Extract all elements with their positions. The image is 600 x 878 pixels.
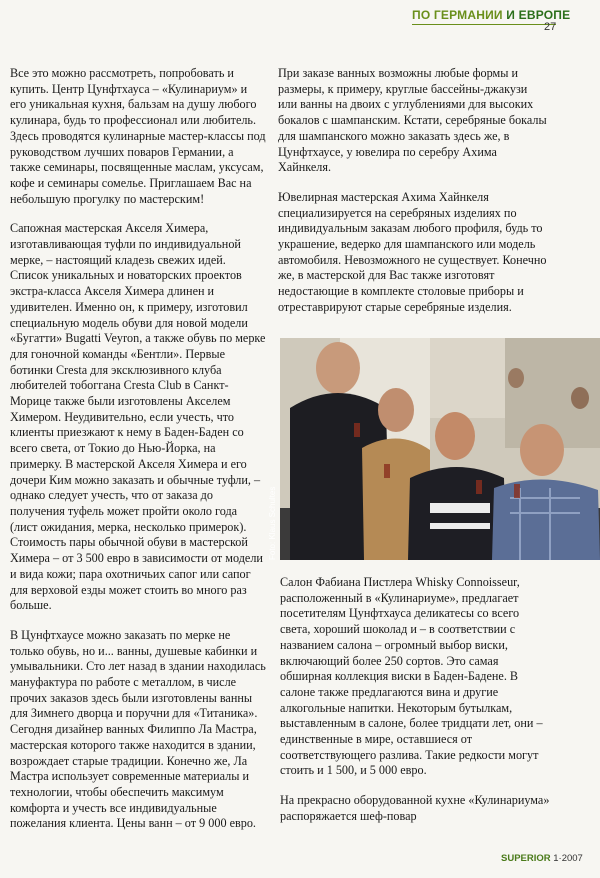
right-column-top xyxy=(278,66,548,330)
right-column-bottom xyxy=(280,575,552,839)
photo-image xyxy=(280,338,600,560)
photo-credit: Foto: Klaus Schultes xyxy=(268,486,277,560)
magazine-name: SUPERIOR xyxy=(501,853,551,864)
paragraph: При заказе ванных возможны любые формы и размеры, к примеру, круглые бассейны-джакузи или ванны на двоих с углублениями для высоких бокалов с шампанским. Кстати, серебряные бокалы для шампанского можно заказать здесь же, в Цунфтхаусе, у ювелира по серебру Ахима Хайнкеля. xyxy=(278,66,547,175)
section-title-connector: И xyxy=(502,8,519,22)
issue-number: 1·2007 xyxy=(550,853,583,864)
page-number: 27 xyxy=(544,21,557,33)
header-rule xyxy=(412,24,556,25)
section-title-germany: ПО ГЕРМАНИИ xyxy=(412,8,503,22)
paragraph: Сапожная мастерская Акселя Химера, изготавливающая туфли по индивидуальной мерке, – настоящий кладезь свежих идей. Список уникальных и новаторских проектов экстра-класса Акселя Химера длинен и удивителен. Именно он, к примеру, изготовил специальную модель обуви для новой модели «Бугатти» Bugatti Veyron, а также обувь по мерке для гоночной команды «Бентли». Первые ботинки Cresta для эксклюзивного клуба любителей тобоггана Cresta Club в Санкт-Морице также были изготовлены Акселем Химером. Неудивительно, если учесть, что клиенты приезжают к нему в Баден-Баден со всего света, от Токио до Нью-Йорка, на примерку. В мастерской Акселя Химера и его дочери Ким можно заказать и обычные туфли, – однако следует учесть, что от заказа до получения туфель может пройти около года (лист ожидания, мерка, несколько примерок). Стоимость пары обычной обуви в мастерской Химера – от 3 500 евро в зависимости от модели и вида кожи; пара охотничьих сапог или сапог для верховой езды может стоить во много раз больше. xyxy=(10,221,266,613)
paragraph: Все это можно рассмотреть, попробовать и купить. Центр Цунфтхауса – «Кулинариум» и его уникальная кухня, бальзам на душу любого кулинара, будь то профессионал или любитель. Здесь проводятся кулинарные мастер-классы под руководством лучших поваров Германии, а также семинары, посвященные маслам, уксусам, кофе и семинары сомелье. Приглашаем Вас на небольшую прогулку по мастерским! xyxy=(10,66,266,206)
paragraph: На прекрасно оборудованной кухне «Кулинариума» распоряжается шеф-повар xyxy=(280,793,550,823)
left-column xyxy=(10,66,266,846)
paragraph: Салон Фабиана Пистлера Whisky Connoisseur, расположенный в «Кулинариуме», предлагает посетителям Цунфтхауса деликатесы со всего света, хороший шоколад и – в соответствии с названием салона – огромный выбор виски, включающий более 250 сортов. Это самая обширная коллекция виски в Баден-Бадене. В салоне также предлагаются вина и другие алкогольные напитки. Некоторым бутылкам, выставленным в салоне, более тридцати лет, они – единственные в мире, оставшиеся от соответствующего разлива. Такие редкости могут стоить и 1 500, и 5 000 евро. xyxy=(280,575,543,778)
footer xyxy=(501,853,583,864)
paragraph: В Цунфтхаусе можно заказать по мерке не только обувь, но и... ванны, душевые кабинки и умывальники. Сто лет назад в здании находилась мануфактура по работе с металлом, в числе прочих заказов здесь были изготовлены ванны для Зимнего дворца и поручни для «Титаника». Сегодня дизайнер ванных Филиппо Ла Мастра, мастерская которого также находится в здании, возрождает старые традиции. Конечно же, Ла Мастра использует современные материалы и технологии, чтобы обеспечить максимум комфорта и учесть все индивидуальные пожелания клиента. Цены ванн – от 9 000 евро. xyxy=(10,627,266,831)
photo-group-of-men xyxy=(280,338,600,560)
section-title-europe: ЕВРОПЕ xyxy=(518,8,571,22)
paragraph: Ювелирная мастерская Ахима Хайнкеля специализируется на серебряных изделиях по индивидуальным заказам любого профиля, будь то украшение, ведерко для шампанского или модель автомобиля. Невозможного не существует. Конечно же, в мастерской для Вас также изготовят недостающие в комплекте столовые приборы и отреставрируют старые серебряные изделия. xyxy=(278,189,547,314)
section-header xyxy=(412,8,570,22)
